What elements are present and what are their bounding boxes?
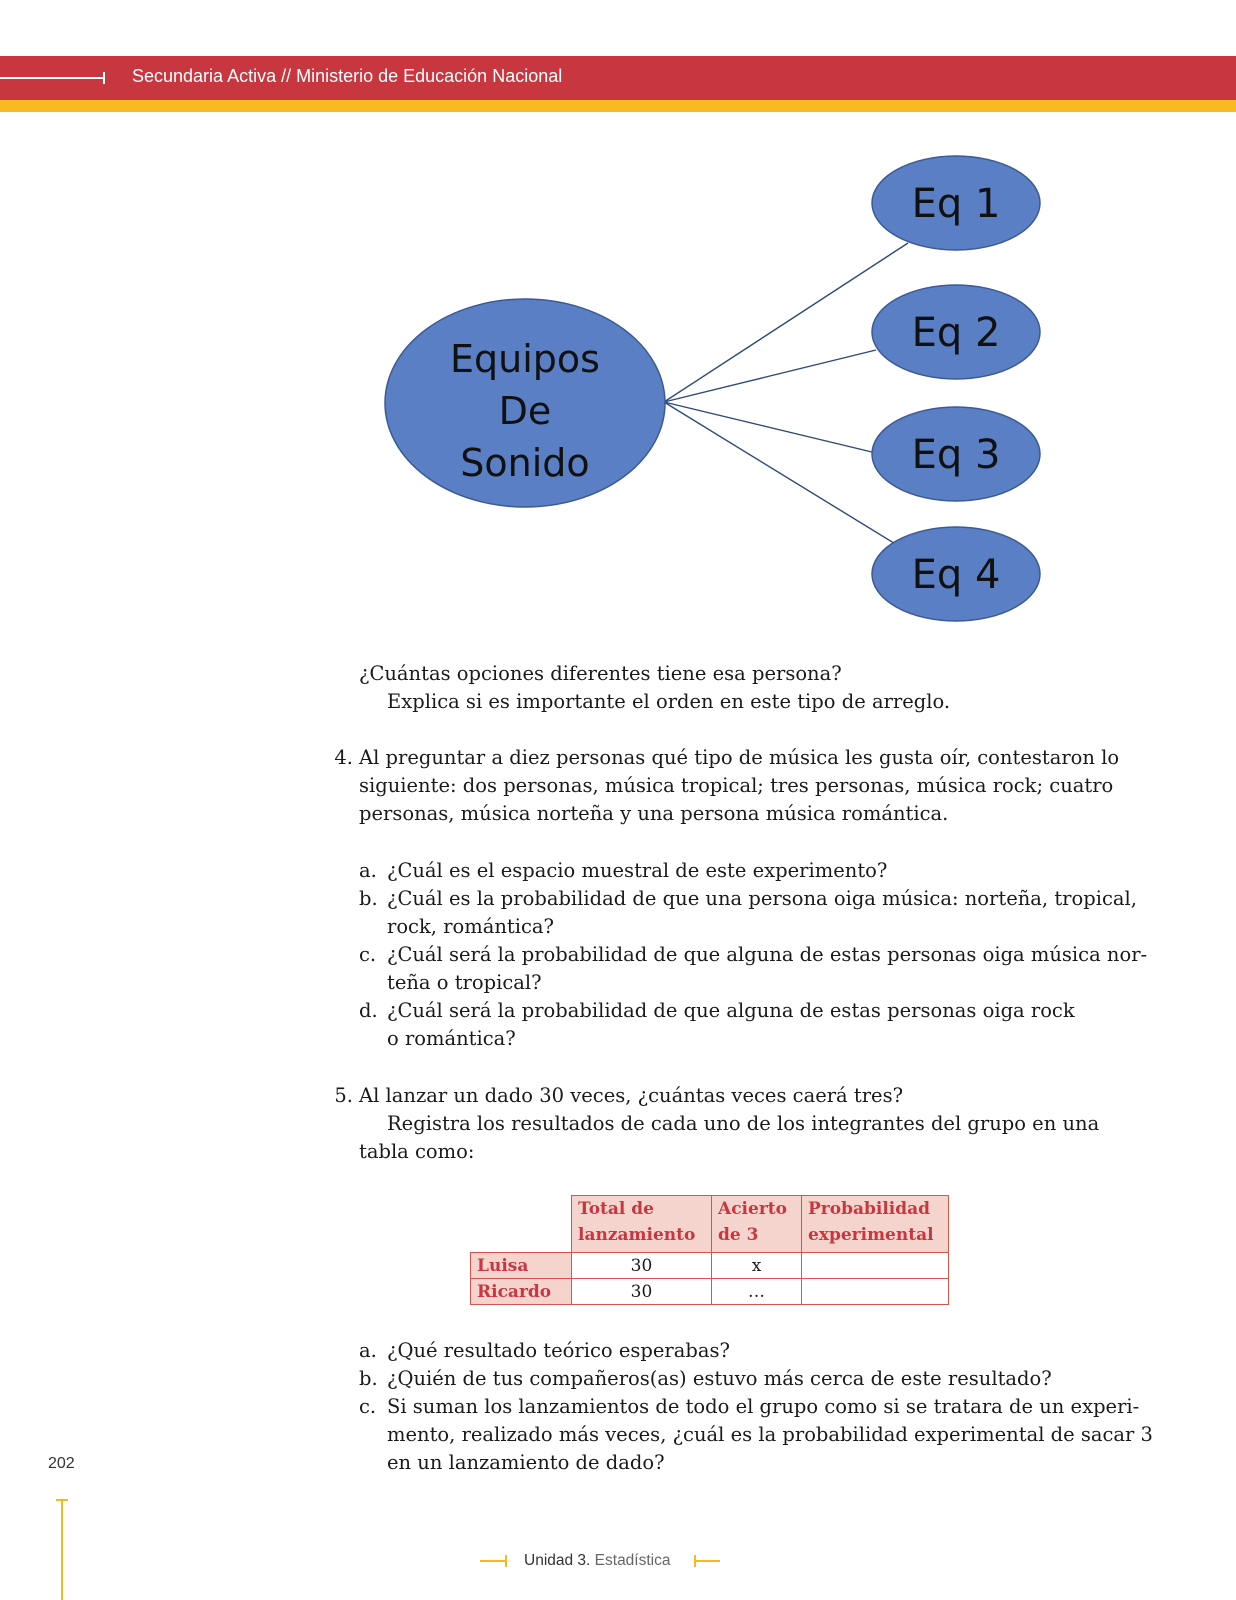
exercise-5a-text: ¿Qué resultado teórico esperabas? xyxy=(387,1339,730,1362)
exercise-4d-text-2: o romántica? xyxy=(387,1027,516,1050)
footer-rule-left-tick xyxy=(505,1555,507,1567)
child-label-eq4: Eq 4 xyxy=(911,552,1001,598)
table-row-ricardo-name: Ricardo xyxy=(470,1278,572,1305)
exercise-4-line-3: personas, música norteña y una persona música romántica. xyxy=(359,802,949,825)
exercise-5c-letter: c. xyxy=(359,1395,377,1418)
table-header-hits-line-2: de 3 xyxy=(718,1225,759,1245)
header-title: Secundaria Activa // Ministerio de Educación Nacional xyxy=(132,66,563,86)
exercise-5-line-3: tabla como: xyxy=(359,1140,475,1163)
results-table xyxy=(470,1195,954,1307)
connector-eq4 xyxy=(664,402,897,545)
table-row-ricardo-probability xyxy=(801,1278,949,1305)
intro-instruction: Explica si es importante el orden en este tipo de arreglo. xyxy=(387,690,951,713)
exercise-5-line-2: Registra los resultados de cada uno de los integrantes del grupo en una xyxy=(387,1112,1100,1135)
footer-subject: Estadística xyxy=(594,1552,671,1569)
exercise-4b-letter: b. xyxy=(359,887,378,910)
exercise-4b-text-2: rock, romántica? xyxy=(387,915,555,938)
exercise-5-number: 5. xyxy=(334,1084,353,1107)
exercise-5c-text-3: en un lanzamiento de dado? xyxy=(387,1451,665,1474)
table-row-luisa-probability xyxy=(801,1252,949,1279)
exercise-4-line-2: siguiente: dos personas, música tropical; tres personas, música rock; cuatro xyxy=(359,774,1114,797)
margin-rule xyxy=(61,1500,63,1600)
exercise-5c-text-2: mento, realizado más veces, ¿cuál es la probabilidad experimental de sacar 3 xyxy=(387,1423,1153,1446)
table-header-total-line-1: Total de xyxy=(578,1199,654,1219)
header-rule xyxy=(0,77,104,79)
intro-question: ¿Cuántas opciones diferentes tiene esa persona? xyxy=(359,662,842,685)
table-header-hits xyxy=(711,1195,802,1253)
child-label-eq1: Eq 1 xyxy=(911,181,1001,227)
exercise-4-line-1: Al preguntar a diez personas qué tipo de música les gusta oír, contestaron lo xyxy=(359,746,1120,769)
child-label-eq2: Eq 2 xyxy=(911,310,1001,356)
connector-eq1 xyxy=(664,243,908,402)
table-header-probability-line-1: Probabilidad xyxy=(808,1199,931,1219)
table-header-total-line-2: lanzamiento xyxy=(578,1225,696,1245)
exercise-5c-text-1: Si suman los lanzamientos de todo el grupo como si se tratara de un experi- xyxy=(387,1395,1140,1418)
header-rule-tick xyxy=(103,72,105,84)
connector-eq2 xyxy=(664,350,876,402)
table-header-probability xyxy=(801,1195,949,1253)
footer-rule-right xyxy=(694,1560,720,1562)
exercise-5a-letter: a. xyxy=(359,1339,377,1362)
header-accent-stripe xyxy=(0,100,1236,112)
table-header-total xyxy=(571,1195,712,1253)
table-row-ricardo-total: 30 xyxy=(571,1278,712,1305)
table-row-luisa-total: 30 xyxy=(571,1252,712,1279)
child-label-eq3: Eq 3 xyxy=(911,432,1001,478)
table-header-probability-line-2: experimental xyxy=(808,1225,934,1245)
connector-eq3 xyxy=(664,402,876,453)
exercise-5b-letter: b. xyxy=(359,1367,378,1390)
sound-equipment-diagram xyxy=(0,150,1236,630)
table-row-luisa-name: Luisa xyxy=(470,1252,572,1279)
exercise-5-line-1: Al lanzar un dado 30 veces, ¿cuántas veces caerá tres? xyxy=(359,1084,904,1107)
exercise-4a-letter: a. xyxy=(359,859,377,882)
exercise-4a-text: ¿Cuál es el espacio muestral de este experimento? xyxy=(387,859,888,882)
root-label-line-2: De xyxy=(498,389,552,433)
exercise-4c-text-1: ¿Cuál será la probabilidad de que alguna de estas personas oiga música nor- xyxy=(387,943,1148,966)
footer-rule-left xyxy=(480,1560,506,1562)
exercise-4-number: 4. xyxy=(334,746,353,769)
table-row-luisa-hits: x xyxy=(711,1252,802,1279)
footer-unit xyxy=(524,1552,670,1570)
table-row-ricardo-hits: … xyxy=(711,1278,802,1305)
table-header-hits-line-1: Acierto xyxy=(718,1199,787,1219)
root-label-line-3: Sonido xyxy=(460,441,590,485)
exercise-4c-letter: c. xyxy=(359,943,377,966)
root-label-line-1: Equipos xyxy=(450,337,600,381)
exercise-4d-text-1: ¿Cuál será la probabilidad de que alguna de estas personas oiga rock xyxy=(387,999,1075,1022)
exercise-4d-letter: d. xyxy=(359,999,378,1022)
exercise-4c-text-2: teña o tropical? xyxy=(387,971,542,994)
exercise-5b-text: ¿Quién de tus compañeros(as) estuvo más cerca de este resultado? xyxy=(387,1367,1052,1390)
page-number: 202 xyxy=(48,1455,75,1472)
footer-unit-label: Unidad 3. xyxy=(524,1552,591,1569)
footer-rule-right-tick xyxy=(694,1555,696,1567)
exercise-4b-text-1: ¿Cuál es la probabilidad de que una persona oiga música: norteña, tropical, xyxy=(387,887,1137,910)
